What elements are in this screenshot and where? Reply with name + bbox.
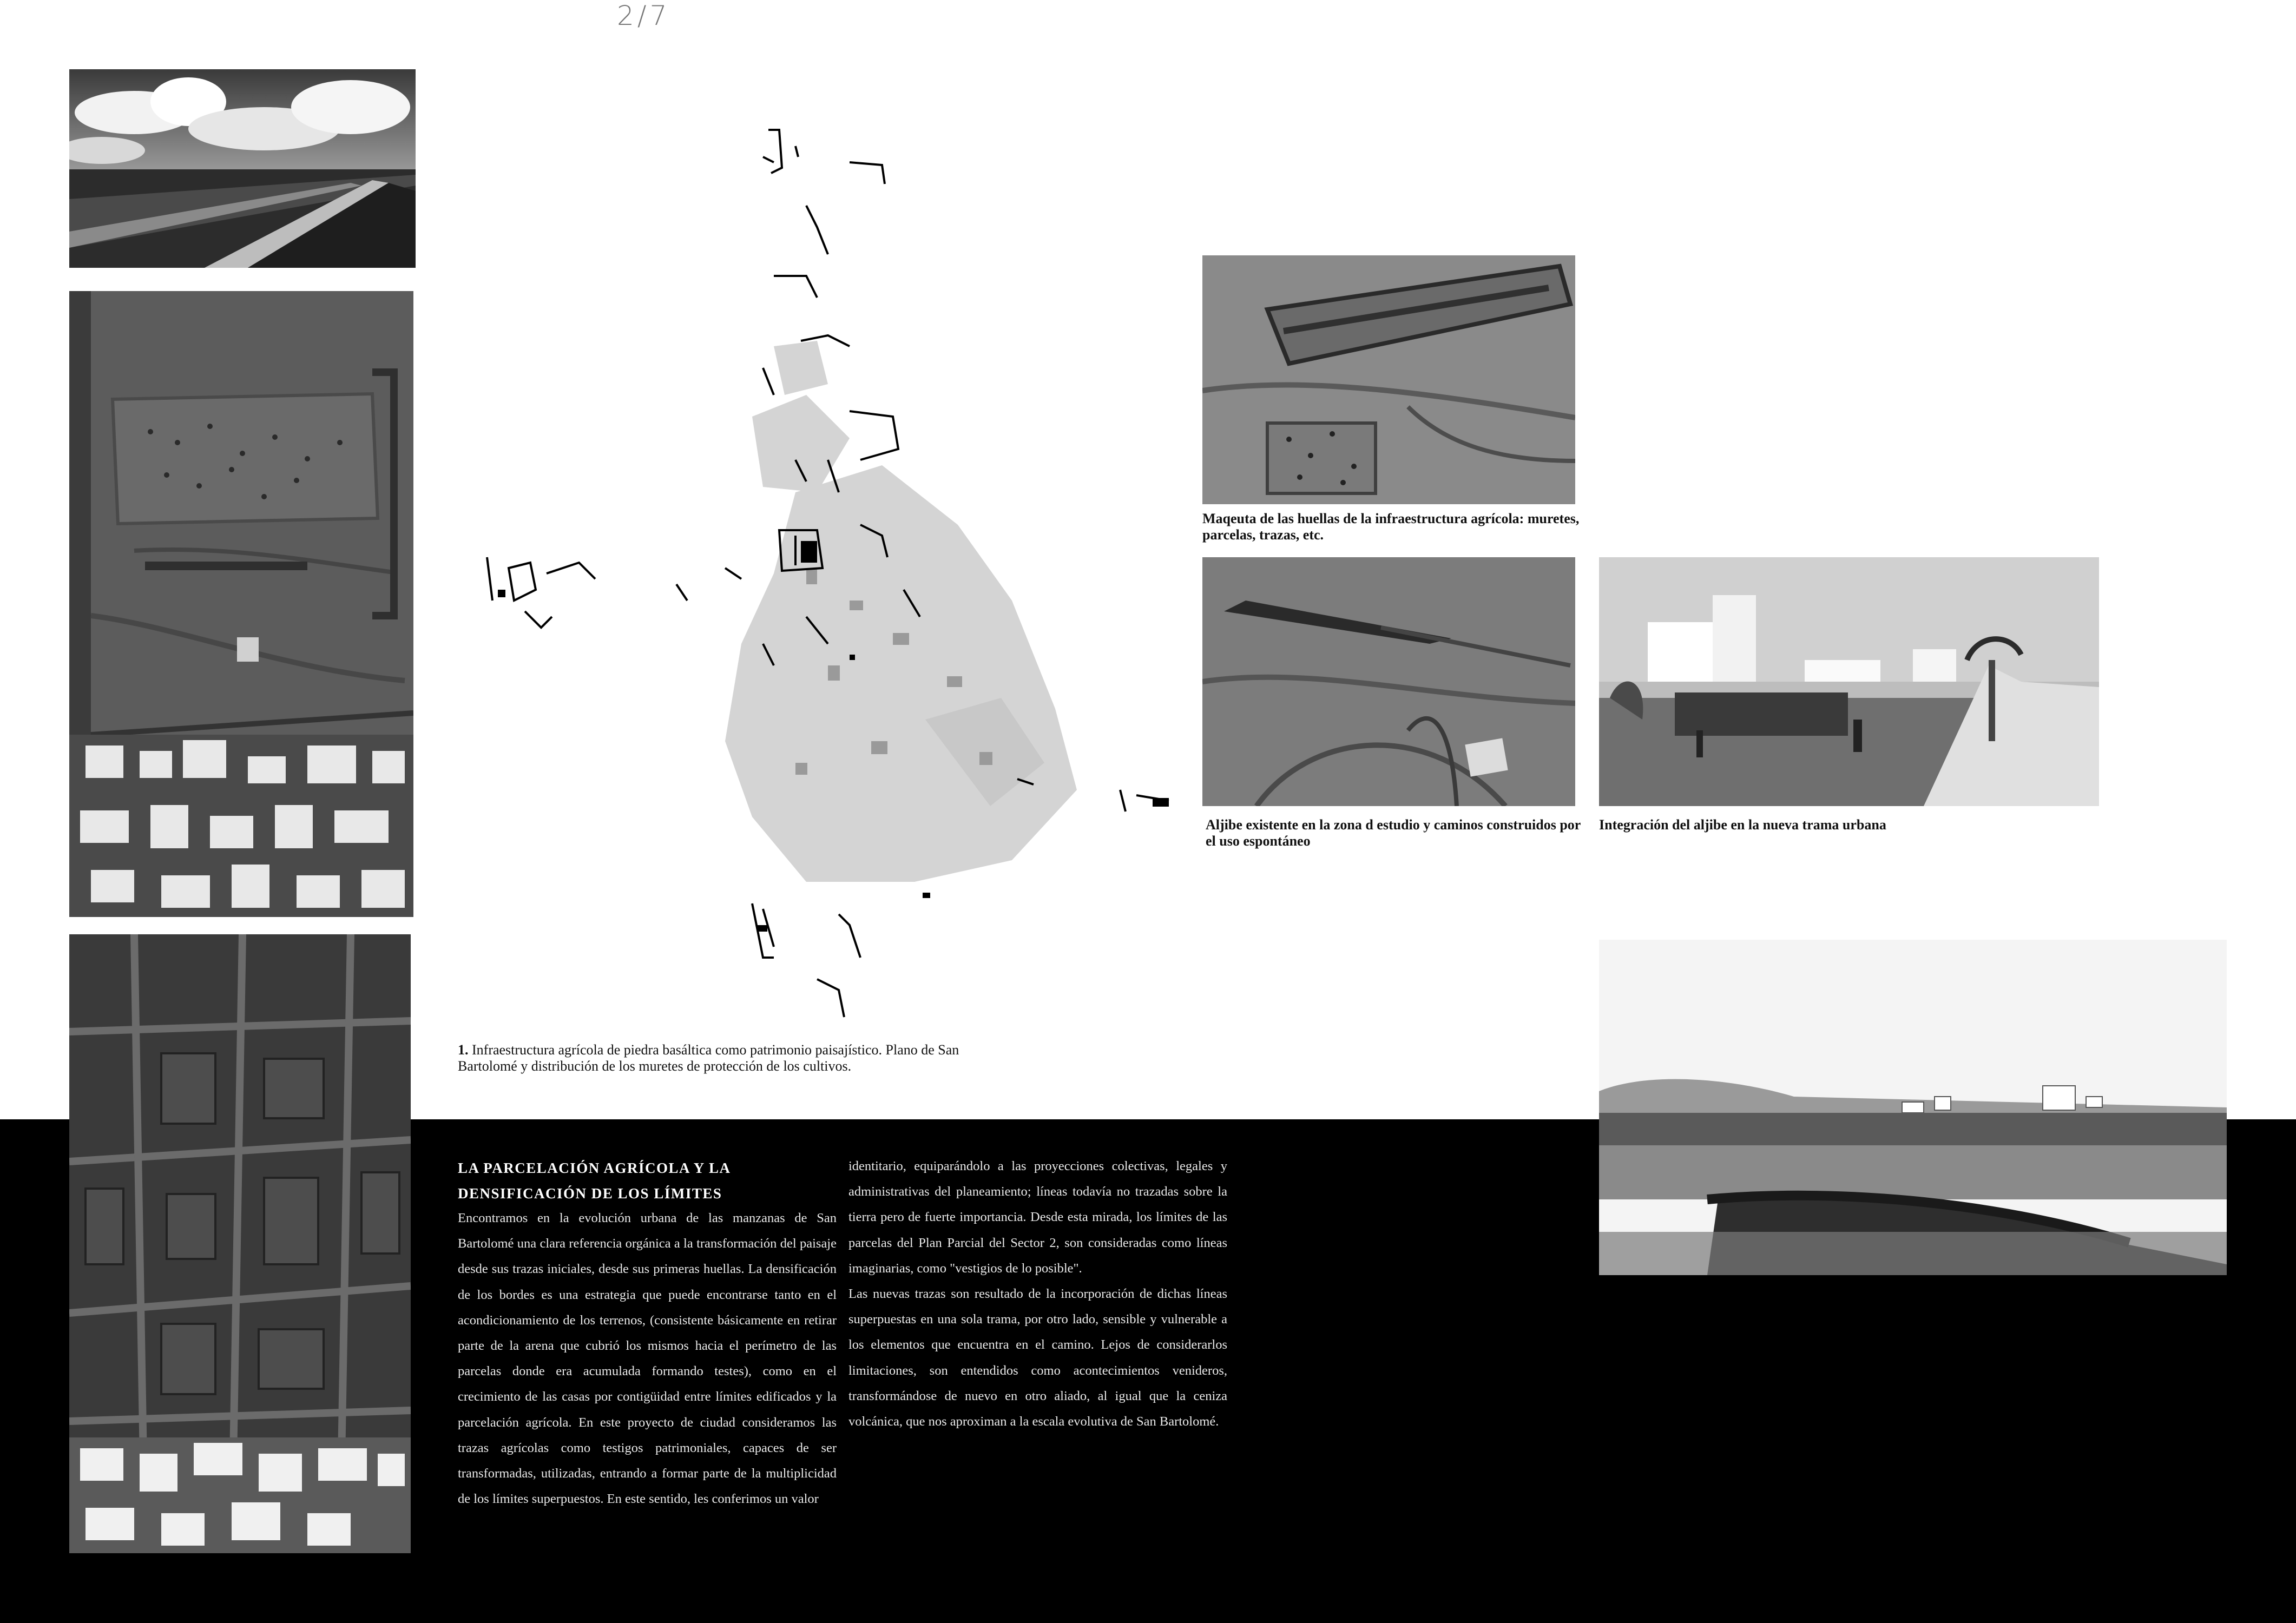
caption-aljibe-integration: Integración del aljibe en la nueva trama urbana [1599, 817, 1886, 833]
article-heading: LA PARCELACIÓN AGRÍCOLA Y LA DENSIFICACIÓN DE LOS LÍMITES [458, 1160, 731, 1202]
photo-model-town-grid [69, 934, 411, 1553]
caption-map [458, 1042, 1021, 1074]
article-column-1-text: Encontramos en la evolución urbana de las manzanas de San Bartolomé una clara referencia orgánica a la transformación del paisaje desde sus trazas iniciales, desde sus primeras huellas. La densificación de los bordes es una estrategia que puede encontrarse tanto en el acondicionamiento de los terrenos, (consistente básicamente en retirar parte de la arena que cubrió los mismos hacia el perímetro de las parcelas donde era acumulada formando testes), como en el crecimiento de las casas por contigüidad entre límites edificados y la parcelación agrícola. En este proyecto de ciudad consideramos las trazas agrícolas como testigos patrimoniales, capaces de ser transformadas, utilizadas, entrando a formar parte de la multiplicidad de los límites superpuestos. En este sentido, les conferimos un valor [458, 1211, 837, 1507]
caption-map-number: 1. [458, 1042, 469, 1058]
render-aljibe-integration [1599, 557, 2099, 806]
photo-model-aljibe [1202, 557, 1575, 806]
photo-historic-landscape [1599, 940, 2227, 1275]
page-number: 2/7 [617, 0, 670, 31]
caption-aljibe-existing: Aljibe existente en la zona d estudio y caminos construidos por el uso espontáneo [1206, 817, 1581, 849]
article-column-1 [458, 1205, 837, 1512]
map-san-bartolome-walls [471, 114, 1185, 1044]
article-column-2-paragraph-1: identitario, equiparándolo a las proyecciones colectivas, legales y administrativas del planeamiento; líneas todavía no trazadas sobre la tierra pero de fuerte importancia. Desde esta mirada, los límites de las parcelas del Plan Parcial del Sector 2, son consideradas como líneas imaginarias, como "vestigios de lo posible". [848, 1159, 1227, 1276]
photo-landscape-clouds [69, 69, 416, 268]
photo-model-detail-walls [1202, 255, 1575, 504]
caption-map-text: Infraestructura agrícola de piedra basáltica como patrimonio paisajístico. Plano de San Bartolomé y distribución de los muretes de protección de los cultivos. [458, 1042, 959, 1074]
caption-model-traces: Maqeuta de las huellas de la infraestructura agrícola: muretes, parcelas, trazas, etc. [1202, 511, 1580, 543]
article-column-2 [848, 1153, 1227, 1434]
article-column-2-paragraph-2: Las nuevas trazas son resultado de la incorporación de dichas líneas superpuestas en una sola trama, por otro lado, sensible y vulnerable a los elementos que encuentra en el camino. Lejos de considerarlos limitaciones, son entendidos como acontecimientos venideros, transformándose de nuevo en otro aliado, al igual que la ceniza volcánica, que nos aproximan a la escala evolutiva de San Bartolomé. [848, 1286, 1227, 1429]
photo-model-agricultural-traces [69, 291, 413, 917]
